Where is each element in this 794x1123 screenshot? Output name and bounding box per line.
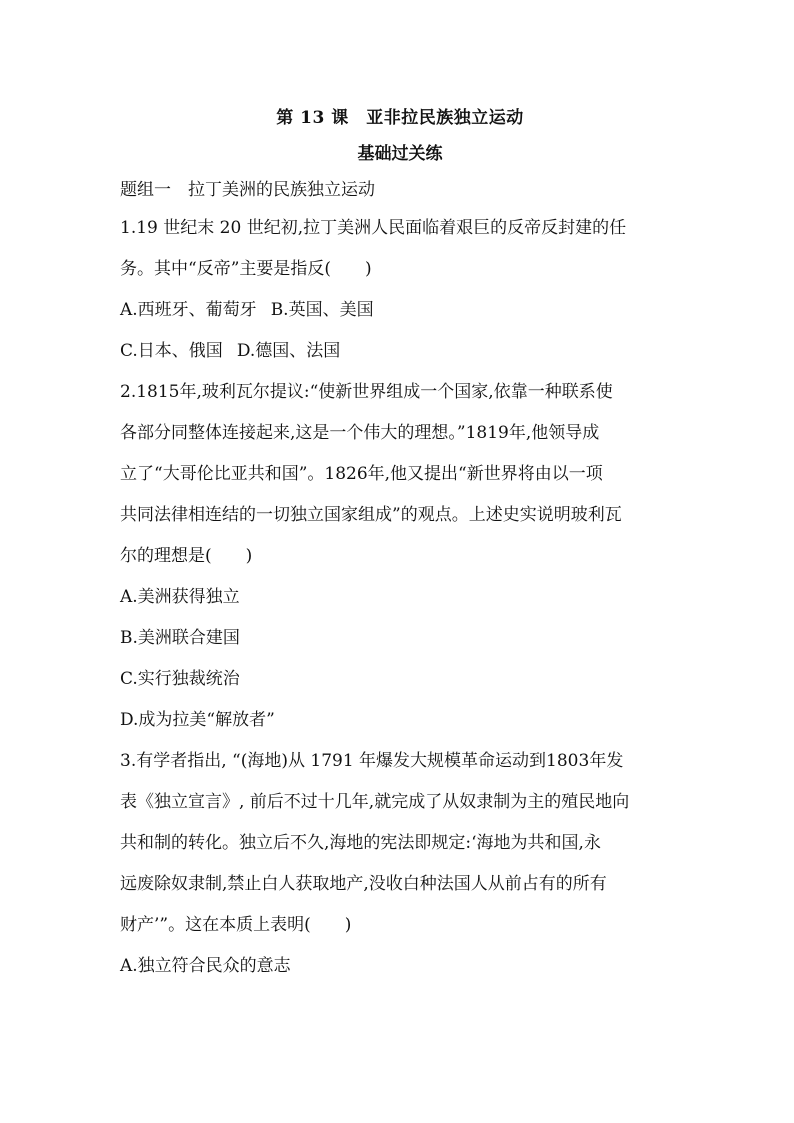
option-c: C.实行独裁统治 xyxy=(120,669,240,689)
section-subtitle: 基础过关练 xyxy=(357,144,443,164)
option-row xyxy=(120,331,680,372)
question-stem-line: 共和制的转化。独立后不久,海地的宪法即规定:‘海地为共和国,永 xyxy=(120,833,601,853)
option-b: B.美洲联合建国 xyxy=(120,628,240,648)
question-stem-line: 表《独立宣言》, 前后不过十几年,就完成了从奴隶制为主的殖民地向 xyxy=(120,792,630,812)
option-d: D.德国、法国 xyxy=(236,341,341,361)
group-heading: 题组一 拉丁美洲的民族独立运动 xyxy=(120,180,375,200)
option-d: D.成为拉美“解放者” xyxy=(120,710,275,730)
question-stem-line: 远废除奴隶制,禁止白人获取地产,没收白种法国人从前占有的所有 xyxy=(120,874,607,894)
option-a: A.西班牙、葡萄牙 xyxy=(120,300,257,320)
question-stem-line: 1.19 世纪末 20 世纪初,拉丁美洲人民面临着艰巨的反帝反封建的任 xyxy=(120,218,627,238)
question-stem-line: 3.有学者指出, “(海地)从 1791 年爆发大规模革命运动到1803年发 xyxy=(120,751,624,771)
question-stem-line: 各部分同整体连接起来,这是一个伟大的理想。”1819年,他领导成 xyxy=(120,423,600,443)
option-a: A.独立符合民众的意志 xyxy=(120,956,291,976)
question-stem-line: 尔的理想是( ) xyxy=(120,546,253,566)
question-stem-line: 务。其中“反帝”主要是指反( ) xyxy=(120,259,372,279)
lesson-title: 第 13 课 亚非拉民族独立运动 xyxy=(276,108,524,128)
question-2 xyxy=(120,372,680,741)
question-stem-line: 共同法律相连结的一切独立国家组成”的观点。上述史实说明玻利瓦 xyxy=(120,505,622,525)
question-1 xyxy=(120,208,680,372)
question-stem-line: 财产’”。这在本质上表明( ) xyxy=(120,915,352,935)
question-stem-line: 2.1815年,玻利瓦尔提议:“使新世界组成一个国家,依靠一种联系使 xyxy=(120,382,613,402)
option-c: C.日本、俄国 xyxy=(120,341,223,361)
option-a: A.美洲获得独立 xyxy=(120,587,240,607)
option-row xyxy=(120,290,680,331)
question-stem-line: 立了“大哥伦比亚共和国”。1826年,他又提出“新世界将由以一项 xyxy=(120,464,603,484)
option-b: B.英国、美国 xyxy=(270,300,374,320)
question-3 xyxy=(120,741,680,987)
document-content xyxy=(120,100,680,987)
